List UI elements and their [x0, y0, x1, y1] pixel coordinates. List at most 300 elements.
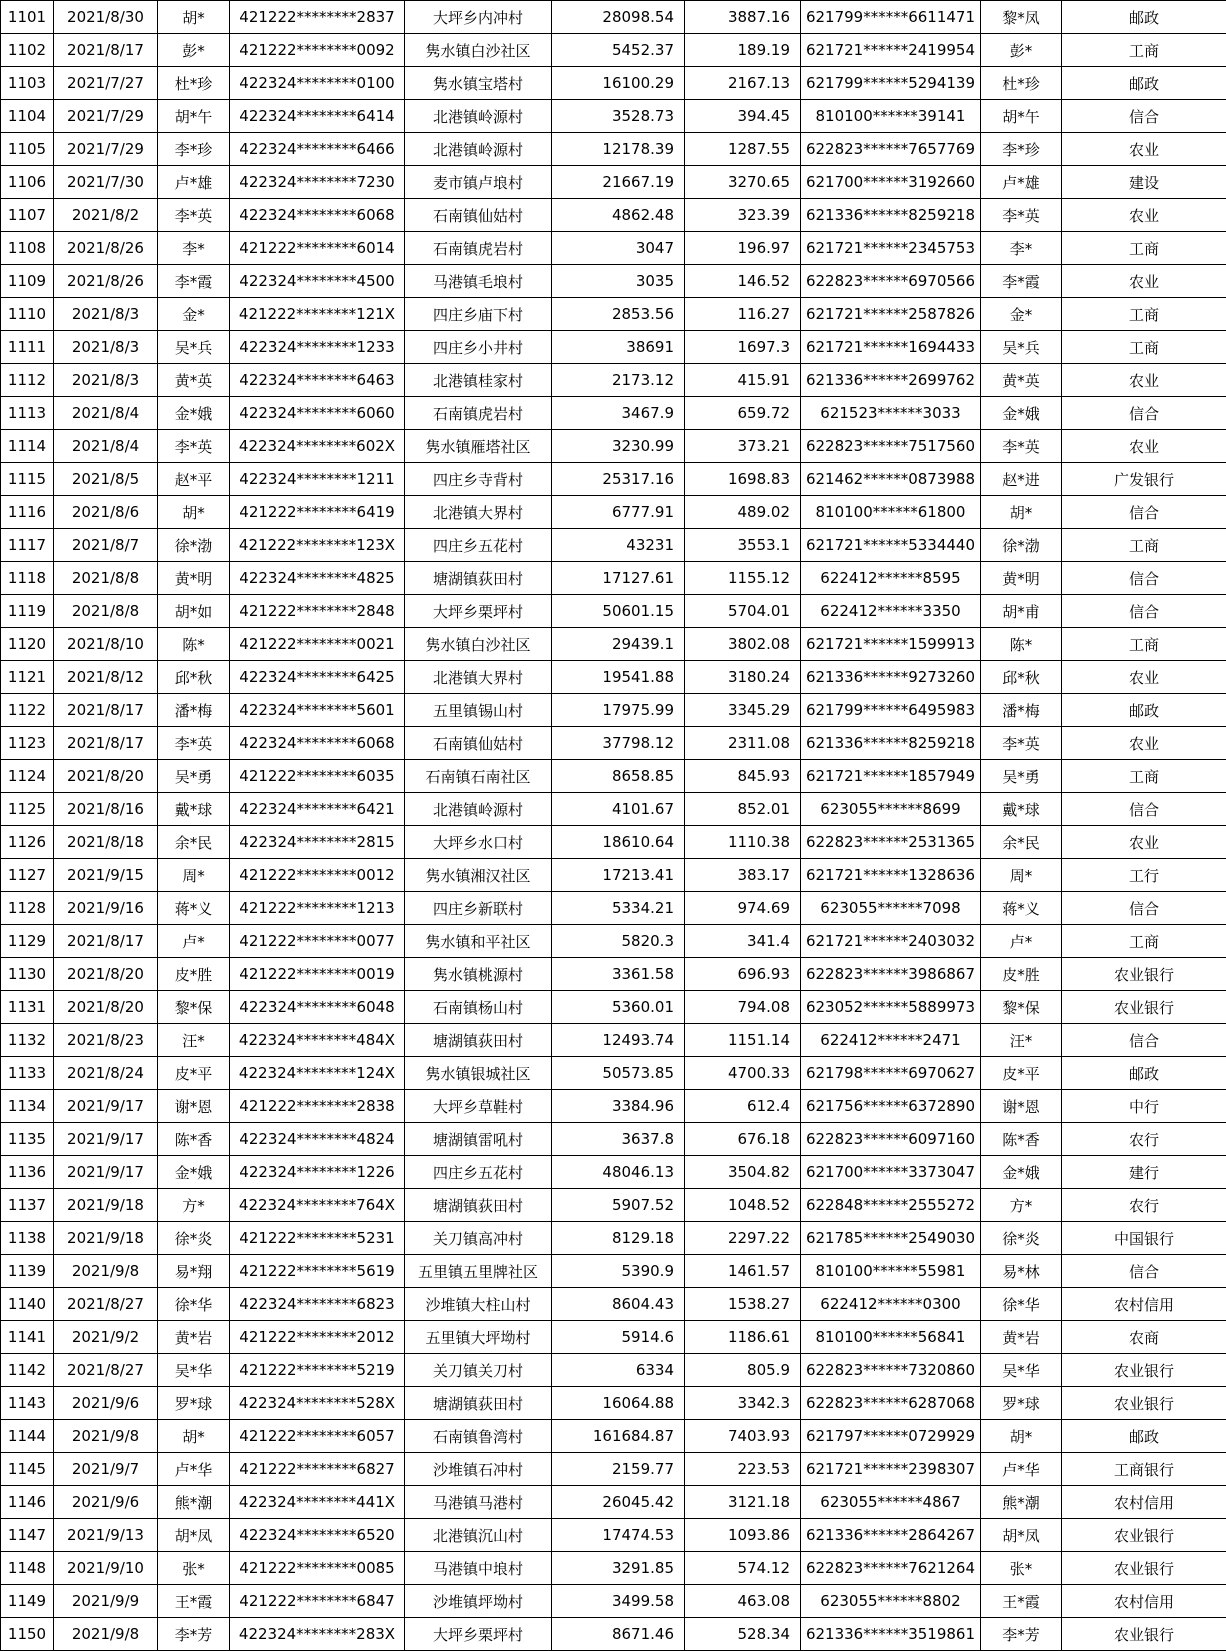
address-cell: 四庄乡新联村: [405, 892, 552, 925]
row-index-cell: 1109: [1, 265, 54, 298]
subsidy-cell: 2167.13: [685, 67, 801, 100]
bank-cell: 农业银行: [1062, 991, 1226, 1024]
name-cell: 胡*凤: [158, 1519, 230, 1552]
table-row: [1, 1024, 1226, 1057]
payee-cell: 胡*: [981, 1420, 1062, 1453]
address-cell: 马港镇中埌村: [405, 1552, 552, 1585]
date-cell: 2021/8/8: [54, 595, 158, 628]
address-cell: 五里镇五里牌社区: [405, 1255, 552, 1288]
payee-cell: 方*: [981, 1189, 1062, 1222]
account-cell: 623055******7098: [801, 892, 981, 925]
subsidy-cell: 116.27: [685, 298, 801, 331]
account-cell: 810100******39141: [801, 100, 981, 133]
name-cell: 胡*: [158, 1420, 230, 1453]
amount-cell: 3361.58: [552, 958, 685, 991]
account-cell: 621756******6372890: [801, 1090, 981, 1123]
table-row: [1, 1123, 1226, 1156]
subsidy-cell: 3553.1: [685, 529, 801, 562]
payee-cell: 张*: [981, 1552, 1062, 1585]
table-row: [1, 331, 1226, 364]
bank-cell: 邮政: [1062, 67, 1226, 100]
subsidy-cell: 852.01: [685, 793, 801, 826]
date-cell: 2021/8/3: [54, 298, 158, 331]
name-cell: 陈*香: [158, 1123, 230, 1156]
amount-cell: 3035: [552, 265, 685, 298]
amount-cell: 16064.88: [552, 1387, 685, 1420]
payee-cell: 皮*胜: [981, 958, 1062, 991]
amount-cell: 19541.88: [552, 661, 685, 694]
amount-cell: 5360.01: [552, 991, 685, 1024]
address-cell: 四庄乡五花村: [405, 1156, 552, 1189]
table-row: [1, 496, 1226, 529]
bank-cell: 农业银行: [1062, 1519, 1226, 1552]
bank-cell: 农业: [1062, 727, 1226, 760]
subsidy-cell: 974.69: [685, 892, 801, 925]
address-cell: 马港镇马港村: [405, 1486, 552, 1519]
account-cell: 621721******1694433: [801, 331, 981, 364]
bank-cell: 广发银行: [1062, 463, 1226, 496]
date-cell: 2021/8/30: [54, 1, 158, 34]
address-cell: 石南镇鲁湾村: [405, 1420, 552, 1453]
row-index-cell: 1106: [1, 166, 54, 199]
name-cell: 李*芳: [158, 1618, 230, 1651]
subsidy-cell: 3270.65: [685, 166, 801, 199]
address-cell: 北港镇大界村: [405, 661, 552, 694]
date-cell: 2021/7/29: [54, 100, 158, 133]
bank-cell: 农业银行: [1062, 1354, 1226, 1387]
payee-cell: 潘*梅: [981, 694, 1062, 727]
id-number-cell: 421222********1213: [230, 892, 405, 925]
subsidy-cell: 845.93: [685, 760, 801, 793]
row-index-cell: 1111: [1, 331, 54, 364]
subsidy-cell: 1186.61: [685, 1321, 801, 1354]
address-cell: 大坪乡栗坪村: [405, 595, 552, 628]
account-cell: 622412******0300: [801, 1288, 981, 1321]
row-index-cell: 1132: [1, 1024, 54, 1057]
date-cell: 2021/8/7: [54, 529, 158, 562]
bank-cell: 信合: [1062, 100, 1226, 133]
subsidy-cell: 805.9: [685, 1354, 801, 1387]
payee-cell: 徐*炎: [981, 1222, 1062, 1255]
account-cell: 621523******3033: [801, 397, 981, 430]
id-number-cell: 422324********6520: [230, 1519, 405, 1552]
id-number-cell: 422324********6421: [230, 793, 405, 826]
date-cell: 2021/8/18: [54, 826, 158, 859]
date-cell: 2021/8/4: [54, 397, 158, 430]
name-cell: 胡*如: [158, 595, 230, 628]
amount-cell: 3528.73: [552, 100, 685, 133]
row-index-cell: 1125: [1, 793, 54, 826]
payee-cell: 杜*珍: [981, 67, 1062, 100]
name-cell: 黄*明: [158, 562, 230, 595]
payee-cell: 赵*进: [981, 463, 1062, 496]
address-cell: 塘湖镇荻田村: [405, 1387, 552, 1420]
row-index-cell: 1104: [1, 100, 54, 133]
row-index-cell: 1136: [1, 1156, 54, 1189]
account-cell: 621721******2398307: [801, 1453, 981, 1486]
id-number-cell: 422324********764X: [230, 1189, 405, 1222]
table-row: [1, 1585, 1226, 1618]
date-cell: 2021/8/17: [54, 34, 158, 67]
bank-cell: 农业: [1062, 430, 1226, 463]
subsidy-cell: 528.34: [685, 1618, 801, 1651]
account-cell: 621336******9273260: [801, 661, 981, 694]
payee-cell: 邱*秋: [981, 661, 1062, 694]
account-cell: 622823******2531365: [801, 826, 981, 859]
bank-cell: 农行: [1062, 1189, 1226, 1222]
bank-cell: 农村信用: [1062, 1585, 1226, 1618]
row-index-cell: 1112: [1, 364, 54, 397]
subsidy-cell: 612.4: [685, 1090, 801, 1123]
address-cell: 石南镇虎岩村: [405, 397, 552, 430]
table-row: [1, 694, 1226, 727]
account-cell: 621336******2864267: [801, 1519, 981, 1552]
payee-cell: 汪*: [981, 1024, 1062, 1057]
subsidy-cell: 1287.55: [685, 133, 801, 166]
date-cell: 2021/8/17: [54, 925, 158, 958]
id-number-cell: 421222********5219: [230, 1354, 405, 1387]
address-cell: 沙堆镇石冲村: [405, 1453, 552, 1486]
id-number-cell: 422324********0100: [230, 67, 405, 100]
date-cell: 2021/8/20: [54, 958, 158, 991]
amount-cell: 18610.64: [552, 826, 685, 859]
row-index-cell: 1146: [1, 1486, 54, 1519]
account-cell: 622848******2555272: [801, 1189, 981, 1222]
payee-cell: 胡*甫: [981, 595, 1062, 628]
date-cell: 2021/8/3: [54, 331, 158, 364]
address-cell: 隽水镇雁塔社区: [405, 430, 552, 463]
table-row: [1, 826, 1226, 859]
name-cell: 方*: [158, 1189, 230, 1222]
date-cell: 2021/8/26: [54, 265, 158, 298]
account-cell: 621336******2699762: [801, 364, 981, 397]
payee-cell: 黄*英: [981, 364, 1062, 397]
date-cell: 2021/9/16: [54, 892, 158, 925]
subsidy-cell: 3802.08: [685, 628, 801, 661]
address-cell: 关刀镇关刀村: [405, 1354, 552, 1387]
payee-cell: 吴*华: [981, 1354, 1062, 1387]
name-cell: 吴*华: [158, 1354, 230, 1387]
amount-cell: 3291.85: [552, 1552, 685, 1585]
date-cell: 2021/8/10: [54, 628, 158, 661]
date-cell: 2021/9/18: [54, 1222, 158, 1255]
table-row: [1, 1321, 1226, 1354]
subsidy-cell: 383.17: [685, 859, 801, 892]
id-number-cell: 422324********7230: [230, 166, 405, 199]
table-row: [1, 859, 1226, 892]
name-cell: 张*: [158, 1552, 230, 1585]
row-index-cell: 1144: [1, 1420, 54, 1453]
name-cell: 李*珍: [158, 133, 230, 166]
address-cell: 北港镇大界村: [405, 496, 552, 529]
subsidy-cell: 3345.29: [685, 694, 801, 727]
table-row: [1, 232, 1226, 265]
name-cell: 易*翔: [158, 1255, 230, 1288]
bank-cell: 信合: [1062, 1024, 1226, 1057]
bank-cell: 农商: [1062, 1321, 1226, 1354]
address-cell: 北港镇岭源村: [405, 793, 552, 826]
table-row: [1, 1057, 1226, 1090]
row-index-cell: 1108: [1, 232, 54, 265]
name-cell: 皮*胜: [158, 958, 230, 991]
id-number-cell: 421222********2838: [230, 1090, 405, 1123]
name-cell: 汪*: [158, 1024, 230, 1057]
amount-cell: 50601.15: [552, 595, 685, 628]
id-number-cell: 421222********0077: [230, 925, 405, 958]
payee-cell: 吴*兵: [981, 331, 1062, 364]
address-cell: 塘湖镇荻田村: [405, 562, 552, 595]
amount-cell: 16100.29: [552, 67, 685, 100]
address-cell: 塘湖镇荻田村: [405, 1189, 552, 1222]
bank-cell: 邮政: [1062, 1420, 1226, 1453]
table-row: [1, 1354, 1226, 1387]
bank-cell: 工商: [1062, 628, 1226, 661]
account-cell: 810100******55981: [801, 1255, 981, 1288]
name-cell: 罗*球: [158, 1387, 230, 1420]
account-cell: 623052******5889973: [801, 991, 981, 1024]
table-row: [1, 727, 1226, 760]
row-index-cell: 1131: [1, 991, 54, 1024]
id-number-cell: 422324********6068: [230, 199, 405, 232]
account-cell: 621798******6970627: [801, 1057, 981, 1090]
row-index-cell: 1133: [1, 1057, 54, 1090]
address-cell: 大坪乡内冲村: [405, 1, 552, 34]
subsidy-cell: 794.08: [685, 991, 801, 1024]
payee-cell: 胡*午: [981, 100, 1062, 133]
address-cell: 北港镇沉山村: [405, 1519, 552, 1552]
row-index-cell: 1150: [1, 1618, 54, 1651]
bank-cell: 农业: [1062, 133, 1226, 166]
payee-cell: 金*: [981, 298, 1062, 331]
account-cell: 621462******0873988: [801, 463, 981, 496]
payee-cell: 李*珍: [981, 133, 1062, 166]
account-cell: 621799******6611471: [801, 1, 981, 34]
address-cell: 北港镇桂家村: [405, 364, 552, 397]
address-cell: 隽水镇湘汉社区: [405, 859, 552, 892]
bank-cell: 中行: [1062, 1090, 1226, 1123]
payee-cell: 罗*球: [981, 1387, 1062, 1420]
table-row: [1, 991, 1226, 1024]
id-number-cell: 421222********6057: [230, 1420, 405, 1453]
amount-cell: 48046.13: [552, 1156, 685, 1189]
row-index-cell: 1113: [1, 397, 54, 430]
subsidy-cell: 1151.14: [685, 1024, 801, 1057]
amount-cell: 43231: [552, 529, 685, 562]
amount-cell: 8604.43: [552, 1288, 685, 1321]
address-cell: 石南镇杨山村: [405, 991, 552, 1024]
table-row: [1, 1420, 1226, 1453]
name-cell: 黎*保: [158, 991, 230, 1024]
name-cell: 徐*渤: [158, 529, 230, 562]
account-cell: 623055******8699: [801, 793, 981, 826]
table-row: [1, 1618, 1226, 1651]
address-cell: 五里镇锡山村: [405, 694, 552, 727]
id-number-cell: 422324********1226: [230, 1156, 405, 1189]
address-cell: 隽水镇宝塔村: [405, 67, 552, 100]
amount-cell: 3047: [552, 232, 685, 265]
bank-cell: 邮政: [1062, 1057, 1226, 1090]
id-number-cell: 421222********2848: [230, 595, 405, 628]
row-index-cell: 1121: [1, 661, 54, 694]
address-cell: 大坪乡草鞋村: [405, 1090, 552, 1123]
amount-cell: 3230.99: [552, 430, 685, 463]
id-number-cell: 421222********6014: [230, 232, 405, 265]
name-cell: 金*娥: [158, 397, 230, 430]
address-cell: 大坪乡栗坪村: [405, 1618, 552, 1651]
amount-cell: 2159.77: [552, 1453, 685, 1486]
bank-cell: 工行: [1062, 859, 1226, 892]
payee-cell: 黎*凤: [981, 1, 1062, 34]
name-cell: 周*: [158, 859, 230, 892]
date-cell: 2021/8/8: [54, 562, 158, 595]
date-cell: 2021/9/17: [54, 1156, 158, 1189]
date-cell: 2021/7/29: [54, 133, 158, 166]
date-cell: 2021/8/27: [54, 1354, 158, 1387]
date-cell: 2021/8/12: [54, 661, 158, 694]
payee-cell: 李*英: [981, 430, 1062, 463]
amount-cell: 28098.54: [552, 1, 685, 34]
amount-cell: 3637.8: [552, 1123, 685, 1156]
bank-cell: 农业银行: [1062, 1387, 1226, 1420]
bank-cell: 农业: [1062, 661, 1226, 694]
name-cell: 李*: [158, 232, 230, 265]
payee-cell: 卢*: [981, 925, 1062, 958]
id-number-cell: 422324********6414: [230, 100, 405, 133]
address-cell: 北港镇岭源村: [405, 133, 552, 166]
amount-cell: 50573.85: [552, 1057, 685, 1090]
payee-cell: 易*林: [981, 1255, 1062, 1288]
table-row: [1, 1486, 1226, 1519]
payee-cell: 黎*保: [981, 991, 1062, 1024]
amount-cell: 6777.91: [552, 496, 685, 529]
subsidy-cell: 1698.83: [685, 463, 801, 496]
payee-cell: 李*: [981, 232, 1062, 265]
name-cell: 陈*: [158, 628, 230, 661]
payee-cell: 陈*香: [981, 1123, 1062, 1156]
address-cell: 石南镇石南社区: [405, 760, 552, 793]
row-index-cell: 1124: [1, 760, 54, 793]
address-cell: 关刀镇高冲村: [405, 1222, 552, 1255]
name-cell: 金*娥: [158, 1156, 230, 1189]
payee-cell: 陈*: [981, 628, 1062, 661]
amount-cell: 3384.96: [552, 1090, 685, 1123]
payee-cell: 彭*: [981, 34, 1062, 67]
name-cell: 徐*炎: [158, 1222, 230, 1255]
id-number-cell: 421222********5619: [230, 1255, 405, 1288]
date-cell: 2021/7/27: [54, 67, 158, 100]
subsidy-cell: 574.12: [685, 1552, 801, 1585]
payee-cell: 皮*平: [981, 1057, 1062, 1090]
subsidy-cell: 1538.27: [685, 1288, 801, 1321]
id-number-cell: 422324********1233: [230, 331, 405, 364]
date-cell: 2021/9/17: [54, 1090, 158, 1123]
row-index-cell: 1140: [1, 1288, 54, 1321]
bank-cell: 信合: [1062, 562, 1226, 595]
table-row: [1, 1453, 1226, 1486]
date-cell: 2021/9/6: [54, 1486, 158, 1519]
subsidy-cell: 1155.12: [685, 562, 801, 595]
subsidy-cell: 3504.82: [685, 1156, 801, 1189]
id-number-cell: 422324********6060: [230, 397, 405, 430]
row-index-cell: 1147: [1, 1519, 54, 1552]
date-cell: 2021/9/2: [54, 1321, 158, 1354]
subsidy-cell: 323.39: [685, 199, 801, 232]
payee-cell: 黄*岩: [981, 1321, 1062, 1354]
payee-cell: 蒋*义: [981, 892, 1062, 925]
name-cell: 赵*平: [158, 463, 230, 496]
row-index-cell: 1118: [1, 562, 54, 595]
subsidy-cell: 4700.33: [685, 1057, 801, 1090]
bank-cell: 农业银行: [1062, 1618, 1226, 1651]
bank-cell: 农业银行: [1062, 958, 1226, 991]
name-cell: 胡*午: [158, 100, 230, 133]
amount-cell: 8658.85: [552, 760, 685, 793]
subsidy-cell: 2297.22: [685, 1222, 801, 1255]
table-row: [1, 793, 1226, 826]
row-index-cell: 1115: [1, 463, 54, 496]
payee-cell: 余*民: [981, 826, 1062, 859]
name-cell: 卢*华: [158, 1453, 230, 1486]
account-cell: 621721******5334440: [801, 529, 981, 562]
address-cell: 大坪乡水口村: [405, 826, 552, 859]
account-cell: 622823******7320860: [801, 1354, 981, 1387]
account-cell: 621799******5294139: [801, 67, 981, 100]
row-index-cell: 1142: [1, 1354, 54, 1387]
subsidy-cell: 189.19: [685, 34, 801, 67]
account-cell: 621721******1328636: [801, 859, 981, 892]
payee-cell: 卢*雄: [981, 166, 1062, 199]
account-cell: 621336******8259218: [801, 727, 981, 760]
name-cell: 李*英: [158, 727, 230, 760]
id-number-cell: 422324********602X: [230, 430, 405, 463]
id-number-cell: 422324********5601: [230, 694, 405, 727]
id-number-cell: 421222********0021: [230, 628, 405, 661]
date-cell: 2021/8/20: [54, 760, 158, 793]
amount-cell: 26045.42: [552, 1486, 685, 1519]
table-row: [1, 628, 1226, 661]
account-cell: 621797******0729929: [801, 1420, 981, 1453]
id-number-cell: 422324********6823: [230, 1288, 405, 1321]
row-index-cell: 1123: [1, 727, 54, 760]
subsidy-cell: 1048.52: [685, 1189, 801, 1222]
row-index-cell: 1135: [1, 1123, 54, 1156]
table-row: [1, 925, 1226, 958]
payee-cell: 胡*: [981, 496, 1062, 529]
date-cell: 2021/8/3: [54, 364, 158, 397]
row-index-cell: 1128: [1, 892, 54, 925]
row-index-cell: 1120: [1, 628, 54, 661]
table-row: [1, 1255, 1226, 1288]
table-row: [1, 1189, 1226, 1222]
table-body: [1, 1, 1226, 1651]
name-cell: 卢*雄: [158, 166, 230, 199]
table-row: [1, 760, 1226, 793]
id-number-cell: 422324********283X: [230, 1618, 405, 1651]
amount-cell: 4101.67: [552, 793, 685, 826]
table-row: [1, 1156, 1226, 1189]
id-number-cell: 422324********4825: [230, 562, 405, 595]
subsidy-cell: 394.45: [685, 100, 801, 133]
amount-cell: 8671.46: [552, 1618, 685, 1651]
bank-cell: 建设: [1062, 166, 1226, 199]
amount-cell: 5334.21: [552, 892, 685, 925]
subsidy-cell: 489.02: [685, 496, 801, 529]
bank-cell: 信合: [1062, 496, 1226, 529]
row-index-cell: 1141: [1, 1321, 54, 1354]
table-row: [1, 463, 1226, 496]
account-cell: 622823******7621264: [801, 1552, 981, 1585]
payee-cell: 李*芳: [981, 1618, 1062, 1651]
